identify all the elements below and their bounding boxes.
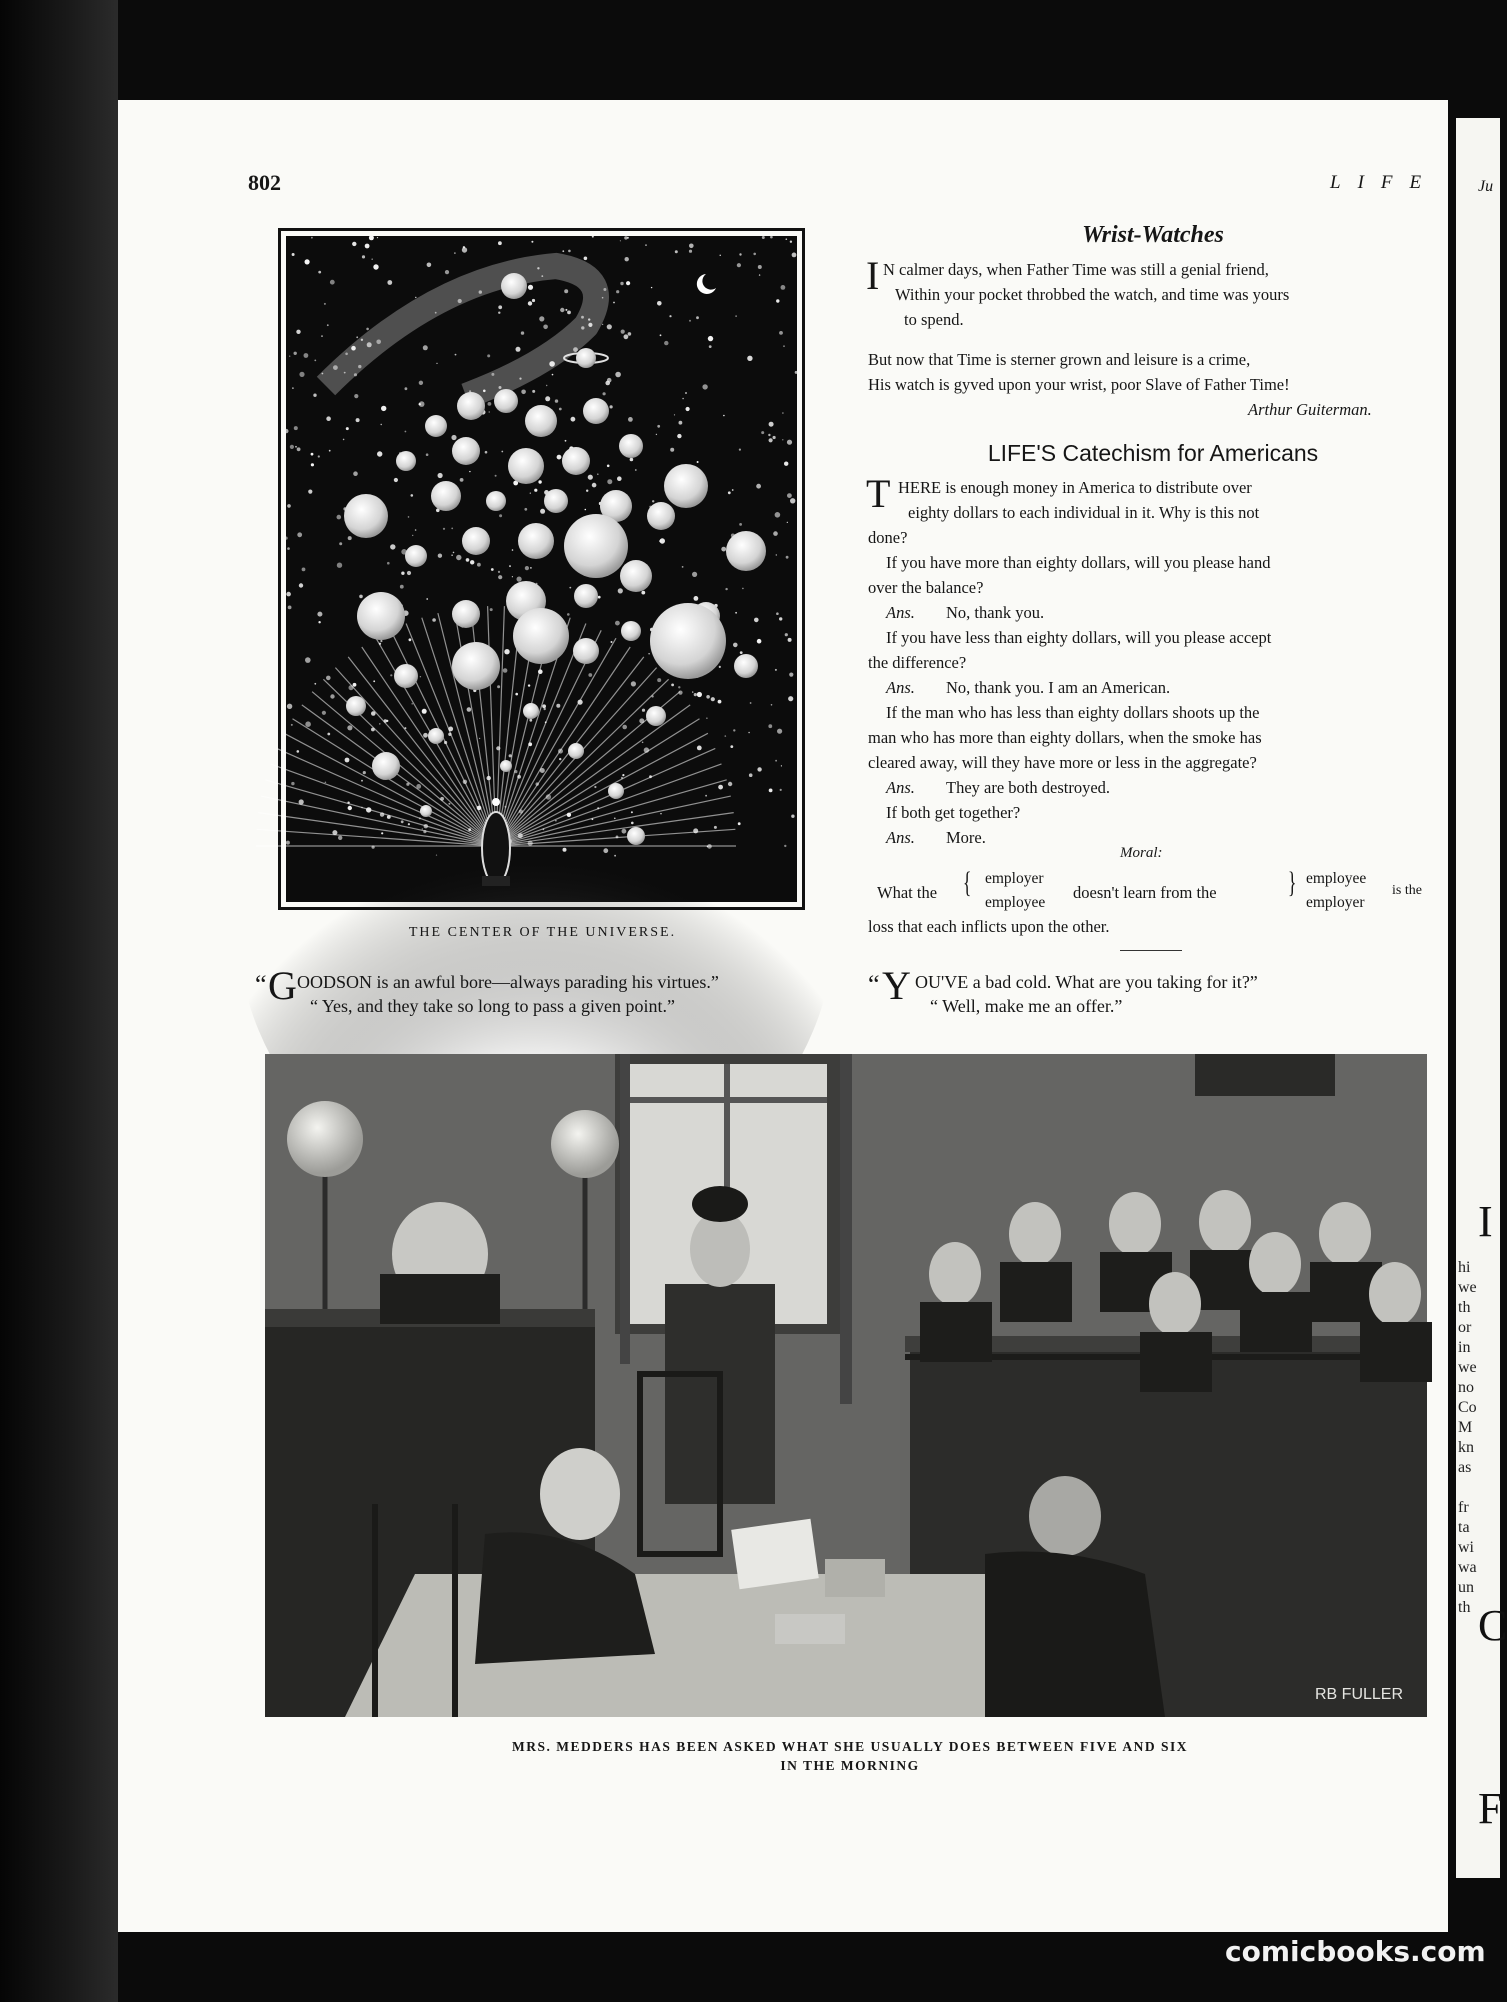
catechism-line: If you have less than eighty dollars, will you please accept <box>886 628 1272 647</box>
catechism-line: done? <box>868 528 908 547</box>
poem-line: N calmer days, when Father Time was still a genial friend, <box>883 260 1269 279</box>
courtroom-artwork <box>265 1054 1427 1717</box>
facing-page-fragment: th <box>1458 1599 1471 1616</box>
catechism-answer: No, thank you. I am an American. <box>946 678 1171 697</box>
moral-text: doesn't learn from the <box>1073 883 1217 902</box>
joke-line: OU'VE a bad cold. What are you taking for it?” <box>915 972 1258 992</box>
joke-line: “ Yes, and they take so long to pass a given point.” <box>310 996 675 1016</box>
poem-line: Within your pocket throbbed the watch, and time was yours <box>895 285 1290 304</box>
site-watermark: comicbooks.com <box>1225 1935 1486 1968</box>
divider <box>1120 950 1182 951</box>
joke-line: OODSON is an awful bore—always parading his virtues.” <box>297 972 719 992</box>
moral-text: What the <box>877 883 938 902</box>
facing-page-fragment: we <box>1458 1279 1477 1296</box>
catechism-line: If both get together? <box>886 803 1021 822</box>
poem-line: His watch is gyved upon your wrist, poor Slave of Father Time! <box>868 375 1290 394</box>
catechism-answer: They are both destroyed. <box>946 778 1111 797</box>
catechism-answer: No, thank you. <box>946 603 1045 622</box>
joke-dropcap: Y <box>882 963 911 1008</box>
poem-dropcap: I <box>866 253 880 298</box>
poem-title: Wrist-Watches <box>1082 222 1224 248</box>
cartoon-caption-line: MRS. MEDDERS HAS BEEN ASKED WHAT SHE USUALLY DOES BETWEEN FIVE AND SIX <box>511 1739 1189 1754</box>
facing-page-fragment: as <box>1458 1459 1472 1476</box>
facing-page-fragment: wa <box>1458 1559 1477 1576</box>
facing-page-dropcap: I <box>1478 1197 1493 1246</box>
catechism-line: the difference? <box>868 653 967 672</box>
brace-right-icon: } <box>1287 866 1297 899</box>
catechism-line: If you have more than eighty dollars, will you please hand <box>886 553 1271 572</box>
facing-page-fragment: ta <box>1458 1519 1470 1536</box>
catechism-line: cleared away, will they have more or less in the aggregate? <box>868 753 1257 772</box>
answer-label: Ans. <box>886 778 915 797</box>
answer-label: Ans. <box>886 828 915 847</box>
poem-author: Arthur Guiterman. <box>1248 400 1372 419</box>
joke-line: “ Well, make me an offer.” <box>930 996 1123 1016</box>
catechism-line: HERE is enough money in America to distribute over <box>898 478 1252 497</box>
moral-option: employee <box>1306 870 1367 887</box>
facing-page-fragment: un <box>1458 1579 1474 1596</box>
facing-page-fragment: or <box>1458 1319 1472 1336</box>
page-number: 802 <box>248 170 281 195</box>
facing-page-letter: F <box>1478 1784 1503 1833</box>
cartoon-caption <box>300 1737 1400 1775</box>
facing-page-fragment: kn <box>1458 1439 1474 1456</box>
open-quote: “ <box>868 970 880 999</box>
joke-dropcap: G <box>268 963 297 1008</box>
facing-page-fragment: no <box>1458 1379 1474 1396</box>
moral-option: employer <box>985 870 1044 887</box>
facing-page-fragment: hi <box>1458 1259 1471 1276</box>
facing-page-fragment: M <box>1458 1419 1473 1436</box>
catechism-line: If the man who has less than eighty dollars shoots up the <box>886 703 1260 722</box>
catechism-line: man who has more than eighty dollars, when the smoke has <box>868 728 1262 747</box>
catechism-line: eighty dollars to each individual in it. Why is this not <box>908 503 1260 522</box>
moral-title: Moral: <box>1120 845 1163 861</box>
poem-line: But now that Time is sterner grown and leisure is a crime, <box>868 350 1251 369</box>
moral-text: is the <box>1392 883 1422 898</box>
cartoon-caption-line: IN THE MORNING <box>780 1758 920 1773</box>
catechism-title: LIFE'S Catechism for Americans <box>987 440 1319 466</box>
courtroom-cartoon <box>265 1054 1427 1717</box>
catechism-dropcap: T <box>866 471 891 516</box>
facing-page-edge <box>1456 118 1507 1878</box>
answer-label: Ans. <box>886 678 915 697</box>
facing-page-header: Ju <box>1478 178 1494 195</box>
facing-page-fragment: th <box>1458 1299 1471 1316</box>
universe-artwork <box>286 236 797 902</box>
brace-left-icon: { <box>962 866 972 899</box>
moral-text: loss that each inflicts upon the other. <box>868 917 1110 936</box>
universe-illustration <box>278 228 805 910</box>
magazine-title: LIFE <box>1330 172 1439 193</box>
facing-page-fragment: we <box>1458 1359 1477 1376</box>
answer-label: Ans. <box>886 603 915 622</box>
catechism-line: over the balance? <box>868 578 984 597</box>
facing-page-fragment: in <box>1458 1339 1471 1356</box>
facing-page-letter: C <box>1478 1601 1507 1650</box>
artist-signature: RB FULLER <box>1315 1686 1404 1703</box>
open-quote: “ <box>255 970 267 999</box>
facing-page-fragment: wi <box>1458 1539 1474 1556</box>
poem-line: to spend. <box>904 310 964 329</box>
catechism-answer: More. <box>946 828 986 847</box>
facing-page-fragment: Co <box>1458 1399 1477 1416</box>
scan-background-left <box>0 0 118 2002</box>
facing-page-fragment: fr <box>1458 1499 1469 1516</box>
moral-option: employee <box>985 894 1046 911</box>
illustration-caption: THE CENTER OF THE UNIVERSE. <box>408 925 677 940</box>
moral-option: employer <box>1306 894 1365 911</box>
